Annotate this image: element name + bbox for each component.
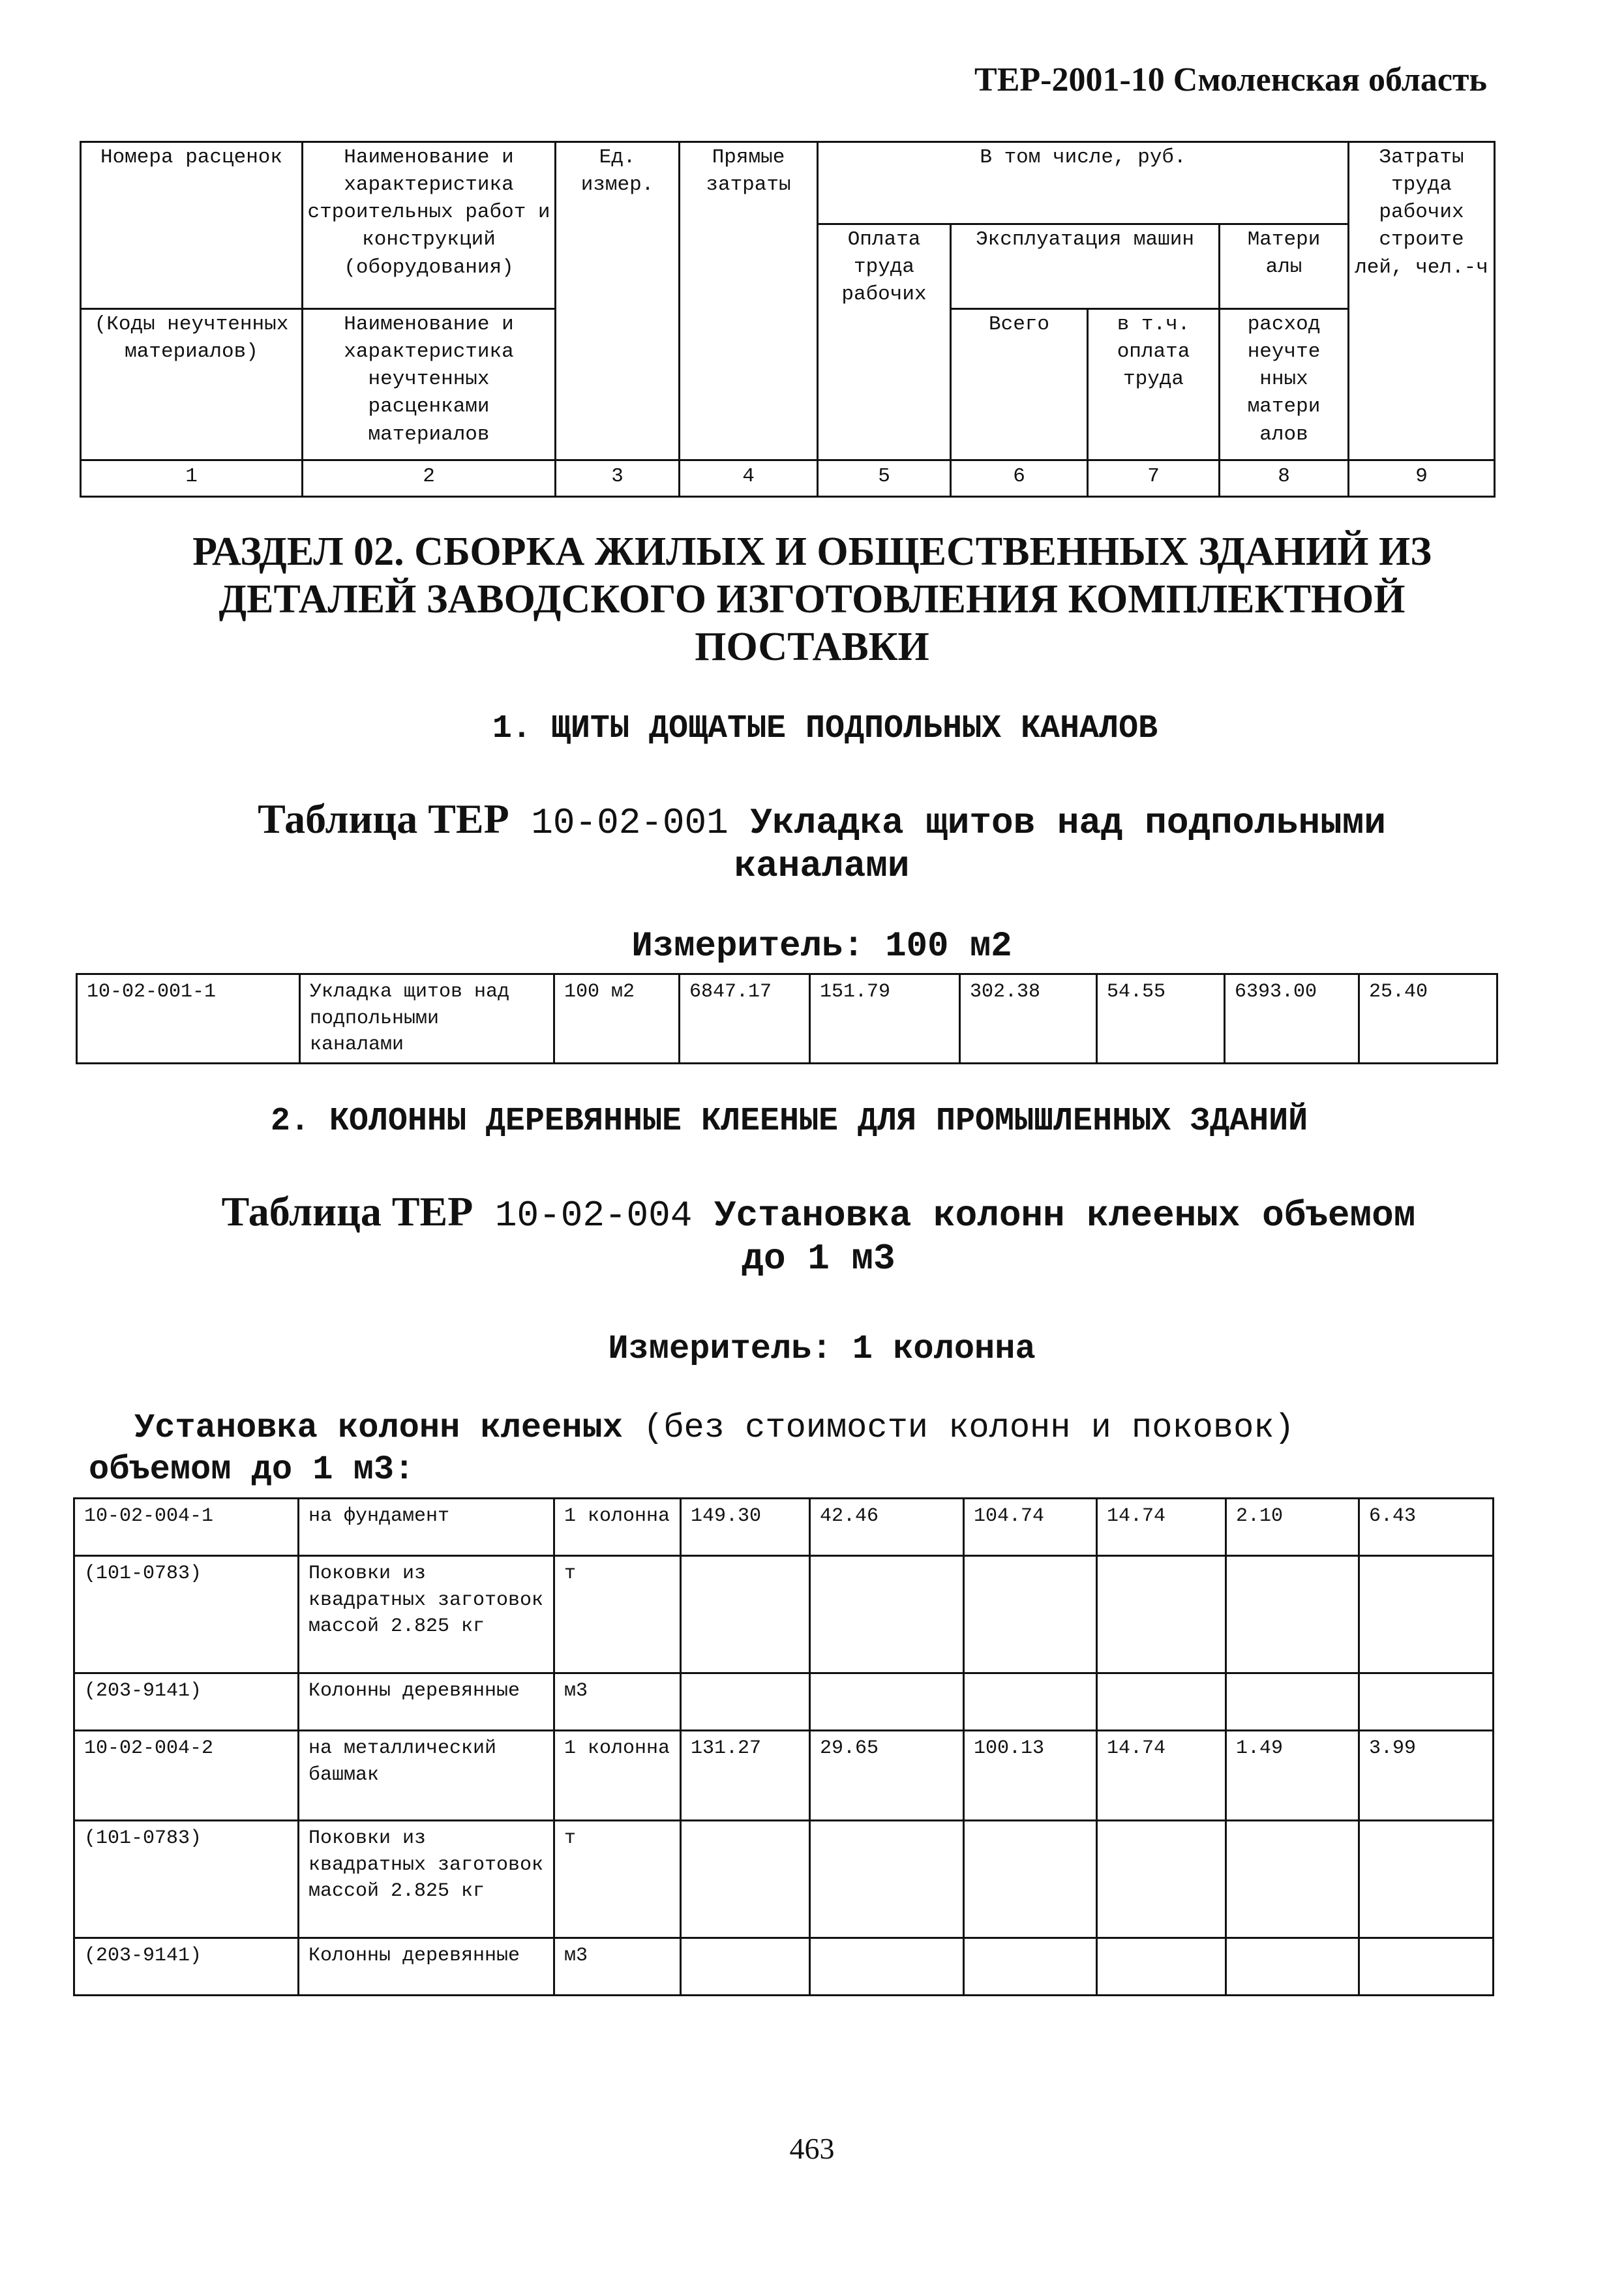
- subsection-1-title: 1. ЩИТЫ ДОЩАТЫЕ ПОДПОЛЬНЫХ КАНАЛОВ: [492, 710, 1158, 747]
- table2-title-line2: до 1 м3: [742, 1238, 895, 1280]
- hdr-col8-top: Матери алы: [1220, 224, 1349, 309]
- table-cell: 149.30: [681, 1499, 810, 1556]
- hdr-col1-bottom: (Коды неучтенных материалов): [81, 309, 303, 460]
- table-cell: [810, 1673, 964, 1731]
- intro-normal: (без стоимости колонн и поковок): [622, 1409, 1295, 1447]
- table2-body: [74, 1499, 1494, 1996]
- hdr-col7: в т.ч. оплата труда: [1088, 309, 1220, 460]
- table-cell: [1226, 1821, 1359, 1938]
- subsection-2-title: 2. КОЛОННЫ ДЕРЕВЯННЫЕ КЛЕЕНЫЕ ДЛЯ ПРОМЫШЛЕННЫХ ЗДАНИЙ: [270, 1103, 1308, 1140]
- table-cell: 25.40: [1359, 974, 1497, 1064]
- table-cell: т: [554, 1821, 681, 1938]
- hdr-num: 6: [951, 460, 1088, 497]
- table-row: [74, 1499, 1494, 1556]
- table-cell: [810, 1938, 964, 1996]
- table-cell: [1359, 1821, 1494, 1938]
- running-head: ТЕР-2001-10 Смоленская область: [974, 61, 1487, 98]
- table-cell: 302.38: [960, 974, 1097, 1064]
- hdr-col8-bottom: расход неучте нных матери алов: [1220, 309, 1349, 460]
- table1-caption: [209, 794, 1435, 888]
- hdr-col5: Оплата труда рабочих: [818, 224, 951, 460]
- table-cell: 100.13: [964, 1731, 1097, 1821]
- table-cell: 1 колонна: [554, 1499, 681, 1556]
- table-cell: (203-9141): [74, 1673, 299, 1731]
- hdr-num: 9: [1349, 460, 1495, 497]
- table-cell: [964, 1821, 1097, 1938]
- hdr-num: 4: [680, 460, 818, 497]
- table-cell: [681, 1556, 810, 1673]
- table2-intro: [89, 1407, 1484, 1491]
- table-cell: 14.74: [1097, 1499, 1226, 1556]
- intro-line2: объемом до 1 м3:: [89, 1450, 415, 1490]
- hdr-num: 3: [556, 460, 680, 497]
- table-cell: Колонны деревянные: [299, 1938, 554, 1996]
- table-cell: [1097, 1673, 1226, 1731]
- hdr-col6: Всего: [951, 309, 1088, 460]
- table-cell: [681, 1673, 810, 1731]
- table-row: [74, 1938, 1494, 1996]
- page-number: 463: [789, 2132, 835, 2165]
- table1-code: 10-02-001: [531, 802, 729, 844]
- table-row: [74, 1731, 1494, 1821]
- table-cell: 29.65: [810, 1731, 964, 1821]
- table-cell: 54.55: [1097, 974, 1225, 1064]
- table1-prefix: Таблица ТЕР: [258, 796, 509, 842]
- table-cell: 10-02-004-2: [74, 1731, 299, 1821]
- table-cell: [1359, 1938, 1494, 1996]
- table-cell: [810, 1556, 964, 1673]
- hdr-col2-bottom: Наименование и характеристика неучтенных расценками материалов: [303, 309, 556, 460]
- table-cell: 10-02-004-1: [74, 1499, 299, 1556]
- hdr-num: 1: [81, 460, 303, 497]
- table-cell: 104.74: [964, 1499, 1097, 1556]
- table2-caption: [170, 1187, 1467, 1280]
- table-cell: Укладка щитов над подпольными каналами: [300, 974, 554, 1064]
- table-cell: Колонны деревянные: [299, 1673, 554, 1731]
- hdr-col67: Эксплуатация машин: [951, 224, 1220, 309]
- table-cell: [1097, 1556, 1226, 1673]
- table1-meter: Измеритель: 100 м2: [631, 927, 1012, 966]
- table-cell: 100 м2: [554, 974, 680, 1064]
- table-cell: 2.10: [1226, 1499, 1359, 1556]
- table-cell: [1226, 1938, 1359, 1996]
- hdr-num: 7: [1088, 460, 1220, 497]
- table-cell: (101-0783): [74, 1556, 299, 1673]
- table2-prefix: Таблица ТЕР: [221, 1188, 474, 1235]
- table-cell: 42.46: [810, 1499, 964, 1556]
- table-cell: (203-9141): [74, 1938, 299, 1996]
- table-cell: 1.49: [1226, 1731, 1359, 1821]
- intro-bold: Установка колонн клееных: [134, 1409, 623, 1447]
- table-cell: [681, 1938, 810, 1996]
- rates-table-2: [73, 1497, 1494, 1996]
- hdr-col2-top: Наименование и характеристика строительных работ и конструкций (оборудования): [303, 142, 556, 309]
- table-cell: 131.27: [681, 1731, 810, 1821]
- table-cell: Поковки из квадратных заготовок массой 2.825 кг: [299, 1821, 554, 1938]
- hdr-num: 2: [303, 460, 556, 497]
- table-cell: [681, 1821, 810, 1938]
- table-cell: м3: [554, 1673, 681, 1731]
- table1-body: [77, 974, 1497, 1064]
- table-cell: [964, 1556, 1097, 1673]
- table-cell: [1359, 1556, 1494, 1673]
- table-cell: [1359, 1673, 1494, 1731]
- table2-code: 10-02-004: [494, 1195, 693, 1236]
- table-cell: Поковки из квадратных заготовок массой 2.825 кг: [299, 1556, 554, 1673]
- section-title: РАЗДЕЛ 02. СБОРКА ЖИЛЫХ И ОБЩЕСТВЕННЫХ ЗДАНИЙ ИЗ ДЕТАЛЕЙ ЗАВОДСКОГО ИЗГОТОВЛЕНИЯ КОМПЛЕКТНОЙ ПОСТАВКИ: [192, 530, 1432, 670]
- table-cell: [1226, 1673, 1359, 1731]
- table-cell: (101-0783): [74, 1821, 299, 1938]
- hdr-num: 8: [1220, 460, 1349, 497]
- hdr-num: 5: [818, 460, 951, 497]
- table-cell: т: [554, 1556, 681, 1673]
- table2-meter: Измеритель: 1 колонна: [608, 1330, 1036, 1368]
- column-header-table: [80, 141, 1496, 498]
- table-cell: м3: [554, 1938, 681, 1996]
- table-cell: 3.99: [1359, 1731, 1494, 1821]
- hdr-col1-top: Номера расценок: [81, 142, 303, 309]
- table-cell: на металлический башмак: [299, 1731, 554, 1821]
- table-row: [74, 1556, 1494, 1673]
- table-row: [77, 974, 1497, 1064]
- table-cell: 1 колонна: [554, 1731, 681, 1821]
- table-cell: 6.43: [1359, 1499, 1494, 1556]
- table-row: [74, 1673, 1494, 1731]
- hdr-col9: Затраты труда рабочих строите лей, чел.-ч: [1349, 142, 1495, 460]
- table2-title-line1: Установка колонн клееных объемом: [714, 1195, 1416, 1236]
- table1-title-line1: Укладка щитов над подпольными: [750, 802, 1386, 844]
- table-cell: [964, 1673, 1097, 1731]
- table-cell: [964, 1938, 1097, 1996]
- table-cell: 14.74: [1097, 1731, 1226, 1821]
- table-cell: 6847.17: [680, 974, 810, 1064]
- table-cell: [1097, 1821, 1226, 1938]
- hdr-col3: Ед. измер.: [556, 142, 680, 460]
- table-cell: на фундамент: [299, 1499, 554, 1556]
- table-cell: 10-02-001-1: [77, 974, 300, 1064]
- table-cell: [1226, 1556, 1359, 1673]
- table-row: [74, 1821, 1494, 1938]
- table-cell: [1097, 1938, 1226, 1996]
- hdr-group: В том числе, руб.: [818, 142, 1349, 224]
- table-cell: 151.79: [810, 974, 960, 1064]
- rates-table-1: [76, 973, 1498, 1064]
- table-cell: [810, 1821, 964, 1938]
- hdr-col4: Прямые затраты: [680, 142, 818, 460]
- table-cell: 6393.00: [1225, 974, 1359, 1064]
- table1-title-line2: каналами: [734, 845, 910, 888]
